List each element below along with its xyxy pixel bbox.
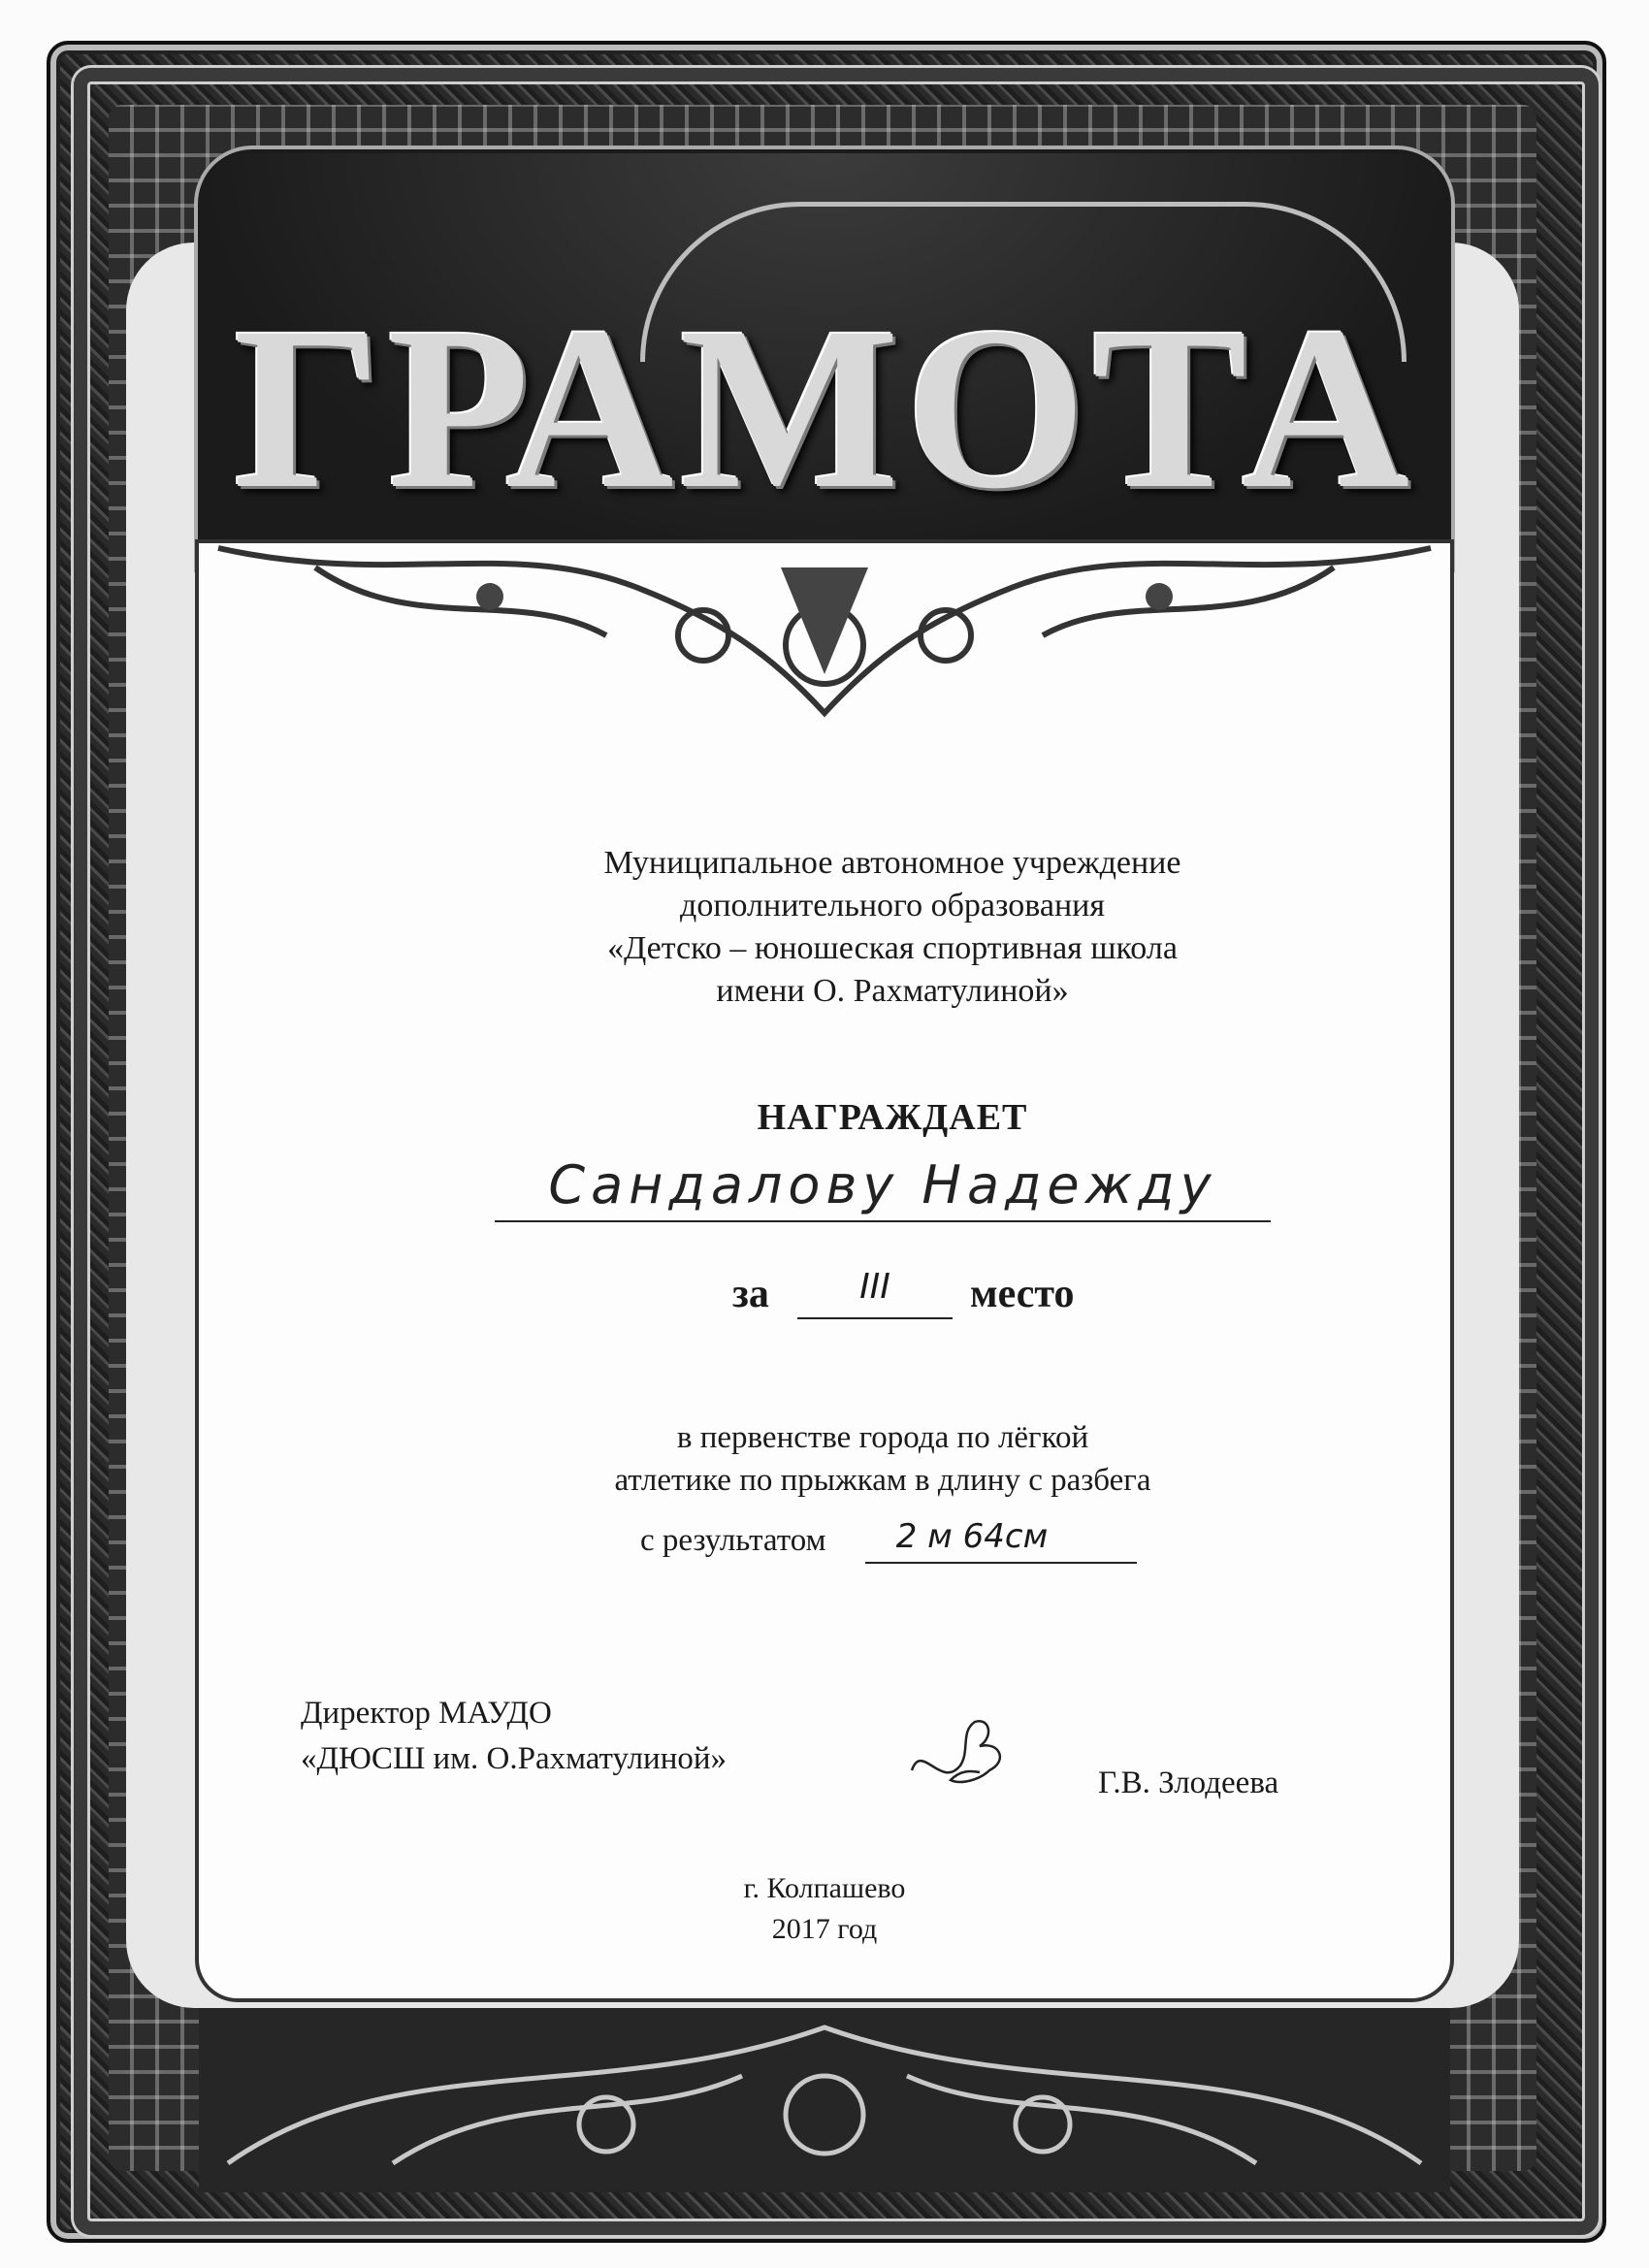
year: 2017 год <box>771 1913 878 1945</box>
result-row <box>640 1517 1164 1571</box>
director-title-line-2: «ДЮСШ им. О.Рахматулиной» <box>301 1741 728 1776</box>
place-row <box>582 1267 1203 1329</box>
place-value: III <box>859 1267 890 1307</box>
event-line-2: атлетике по прыжкам в длину с разбега <box>614 1463 1151 1498</box>
place-underline <box>797 1317 953 1319</box>
event-description <box>543 1416 1222 1502</box>
organization-block <box>485 842 1300 1013</box>
recipient-name: Сандалову Надежду <box>548 1154 1217 1215</box>
director-title-line-1: Директор МАУДО <box>301 1696 552 1731</box>
result-value: 2 м 64см <box>895 1517 1049 1556</box>
city: г. Колпашево <box>743 1872 906 1904</box>
organization-line-3: «Детско – юношеская спортивная школа <box>607 930 1178 966</box>
place-prefix: за <box>732 1272 769 1316</box>
recipient-underline <box>495 1220 1271 1222</box>
organization-line-2: дополнительного образования <box>680 888 1105 923</box>
awards-label: НАГРАЖДАЕТ <box>757 1097 1028 1138</box>
place-suffix: место <box>970 1272 1075 1316</box>
event-line-1: в первенстве города по лёгкой <box>676 1420 1089 1455</box>
organization-line-1: Муниципальное автономное учреждение <box>603 845 1181 881</box>
result-underline <box>865 1562 1137 1564</box>
director-name: Г.В. Злодеева <box>1098 1766 1279 1800</box>
certificate-title: ГРАМОТА <box>233 278 1416 536</box>
result-label: с результатом <box>640 1523 826 1558</box>
handwritten-signature <box>902 1712 1028 1799</box>
bottom-ornament <box>199 1969 1450 2192</box>
organization-line-4: имени О. Рахматулиной» <box>716 973 1069 1009</box>
top-ornament <box>199 529 1450 723</box>
